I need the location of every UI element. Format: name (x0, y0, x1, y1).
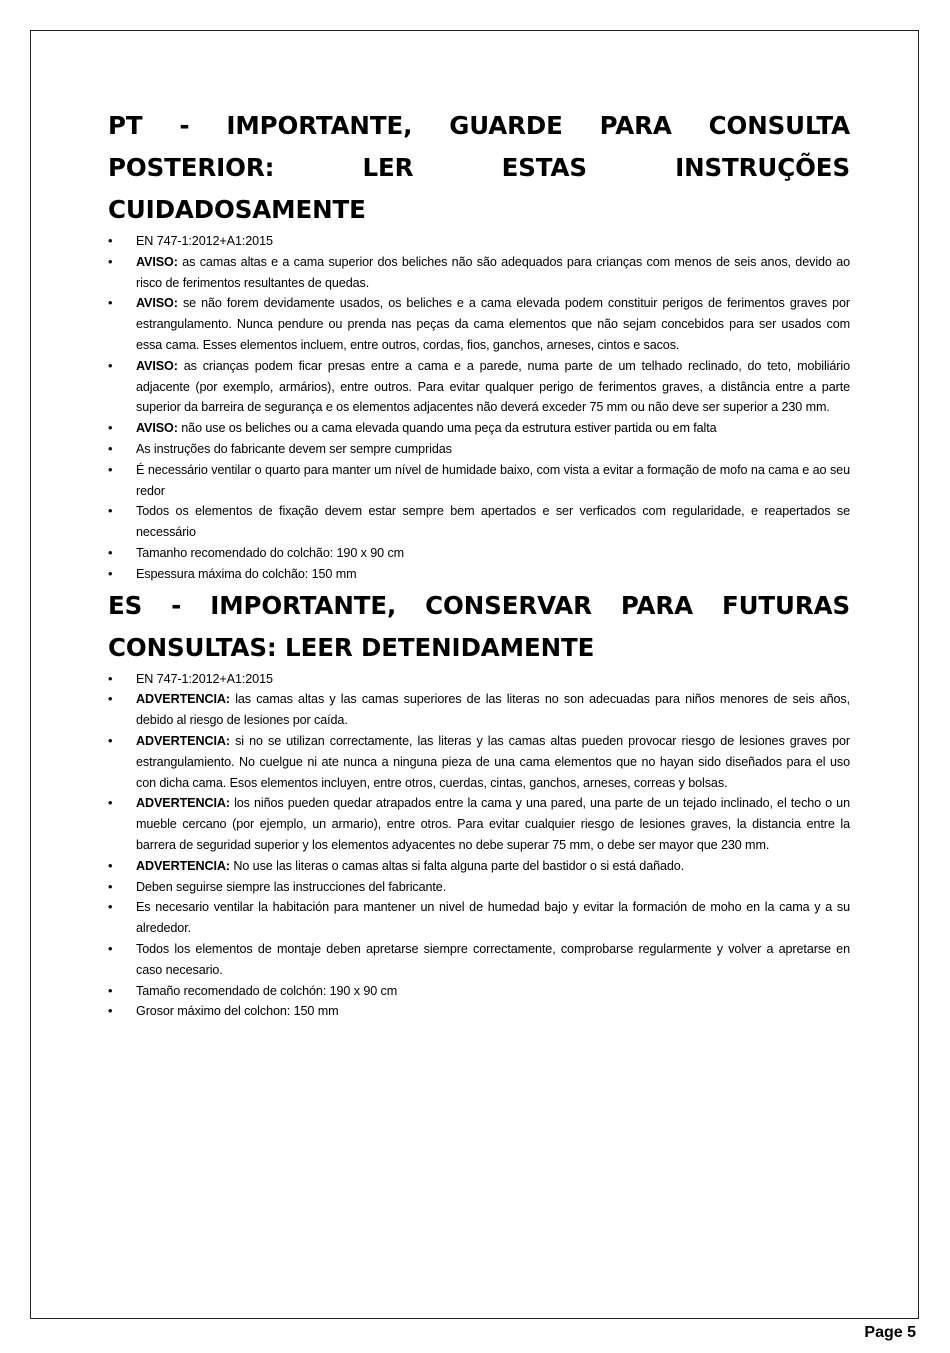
pt-warning-lead: AVISO: (136, 358, 178, 373)
pt-warning-item (108, 293, 850, 355)
es-warning-text: si no se utilizan correctamente, las literas y las camas altas pueden provocar riesgo de lesiones graves por estrangulamiento. No cuelgue ni ate nunca a ninguna pieza de una cama elementos que no hayan sido diseñados para el uso con dicha cama. Esos elementos incluyen, entre otros, cuerdas, cintas, ganchos, arneses, correas y bolsas. (136, 733, 850, 790)
es-warning-lead: ADVERTENCIA: (136, 858, 230, 873)
es-warning-lead: ADVERTENCIA: (136, 692, 230, 707)
es-warning-lead: ADVERTENCIA: (136, 733, 230, 748)
es-mattress-list (108, 981, 850, 1023)
pt-warning-text: se não forem devidamente usados, os beliches e a cama elevada podem constituir perigos de ferimentos graves por estrangulamento. Nunca pendure ou prenda nas peças da cama elementos que não sejam concebidos para ser usados com essa cama. Esses elementos incluem, entre outros, cordas, fios, ganchos, arneses, cintos e sacos. (136, 296, 850, 352)
section-title-es: ES - IMPORTANTE, CONSERVAR PARA FUTURAS CONSULTAS: LEER DETENIDAMENTE (108, 590, 850, 662)
es-instruction-item: • Todos los elementos de montaje deben apretarse siempre correctamente, comprobarse regularmente y volver a apretarse en caso necesario. (108, 939, 850, 981)
es-instructions-list (108, 877, 850, 981)
pt-warning-item (108, 252, 850, 294)
pt-warning-lead: AVISO: (136, 254, 178, 269)
es-warning-lead: ADVERTENCIA: (136, 796, 230, 811)
pt-mattress-list (108, 543, 850, 585)
pt-instruction-item: • Todos os elementos de fixação devem estar sempre bem apertados e ser verficados com regularidade, e reapertados se necessário (108, 501, 850, 543)
pt-warning-text: as crianças podem ficar presas entre a cama e a parede, numa parte de um telhado reclinado, do teto, mobiliário adjacente (por exemplo, armários), entre outros. Para evitar qualquer perigo de ferimentos graves, a distância entre a parte superior da barreira de segurança e os elementos adjacentes não deverá exceder 75 mm ou não deve ser superior a 230 mm. (136, 358, 850, 415)
es-warning-item (108, 856, 850, 877)
pt-standard-item (108, 231, 850, 252)
pt-warning-lead: AVISO: (136, 421, 178, 436)
pt-instruction-item: • As instruções do fabricante devem ser sempre cumpridas (108, 439, 850, 460)
es-warning-text: los niños pueden quedar atrapados entre la cama y una pared, una parte de un tejado inclinado, el techo o un mueble cercano (por ejemplo, un armario), entre otros. Para evitar cualquier riesgo de lesiones graves, la distancia entre la barrera de seguridad superior y los elementos adyacentes no debe superar 75 mm, o debe ser mayor que 230 mm. (136, 796, 850, 852)
es-warning-text: No use las literas o camas altas si falta alguna parte del bastidor o si está dañado. (233, 858, 685, 873)
pt-warning-lead: AVISO: (136, 296, 178, 311)
section-title-pt: PT - IMPORTANTE, GUARDE PARA CONSULTA POSTERIOR: LER ESTAS INSTRUÇÕES CUIDADOSAMENTE (108, 111, 850, 224)
page-content (108, 105, 850, 1022)
es-instruction-item: • Es necesario ventilar la habitación para mantener un nivel de humedad bajo y evitar la formación de moho en la cama y a su alrededor. (108, 897, 850, 939)
es-mattress-item: • Grosor máximo del colchon: 150 mm (108, 1001, 850, 1022)
es-mattress-item: • Tamaño recomendado de colchón: 190 x 90 cm (108, 981, 850, 1002)
es-warning-text: las camas altas y las camas superiores de las literas no son adecuadas para niños menores de seis años, debido al riesgo de lesiones por caída. (136, 692, 851, 728)
pt-mattress-item: • Espessura máxima do colchão: 150 mm (108, 564, 850, 585)
page-number: Page 5 (864, 1324, 916, 1341)
pt-warning-item (108, 356, 850, 418)
pt-instruction-item: • É necessário ventilar o quarto para manter um nível de humidade baixo, com vista a evitar a formação de mofo na cama e ao seu redor (108, 460, 850, 502)
es-standard-list (108, 669, 850, 690)
pt-warnings-list (108, 231, 850, 439)
es-warnings-list (108, 689, 850, 876)
es-warning-item (108, 689, 850, 731)
es-standard-item: • EN 747-1:2012+A1:2015 (108, 669, 850, 690)
es-warning-item (108, 793, 850, 855)
pt-warning-text: as camas altas e a cama superior dos beliches não são adequados para crianças com menos de seis anos, devido ao risco de ferimentos resultantes de quedas. (136, 254, 850, 290)
es-warning-item (108, 731, 850, 793)
pt-warning-item (108, 418, 850, 439)
pt-instructions-list (108, 439, 850, 543)
pt-mattress-item: • Tamanho recomendado do colchão: 190 x 90 cm (108, 543, 850, 564)
pt-standard-text: EN 747-1:2012+A1:2015 (136, 234, 273, 248)
es-instruction-item: • Deben seguirse siempre las instrucciones del fabricante. (108, 877, 850, 898)
pt-warning-text: não use os beliches ou a cama elevada quando uma peça da estrutura estiver partida ou em falta (181, 421, 717, 436)
